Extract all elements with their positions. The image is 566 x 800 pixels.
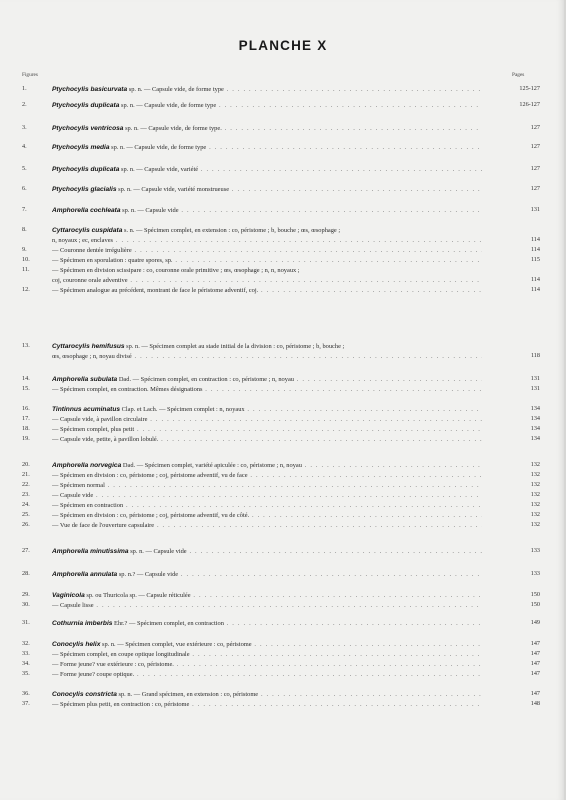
figure-description: Amphorella minutissima sp. n. — Capsule vide . . . (52, 547, 482, 557)
figure-description: — Capsule vide, petite, à pavillon lobulé. . . . (52, 435, 482, 445)
figure-number: 4. (22, 143, 27, 150)
legend-line (0, 547, 566, 557)
figure-description: — Spécimen normal . . . (52, 481, 482, 491)
figure-number: 35. (22, 670, 30, 677)
page-reference: 131 (530, 375, 540, 382)
page-reference: 134 (530, 425, 540, 432)
page-reference: 147 (530, 670, 540, 677)
legend-entry (0, 185, 566, 195)
legend-line (0, 342, 566, 352)
figure-description: — Capsule vide . . . (52, 491, 482, 501)
legend-line (0, 246, 566, 256)
figures-column-header: Figures (22, 72, 38, 78)
legend-line (0, 511, 566, 521)
figure-description: — Couronne dentée irrégulière . . . (52, 246, 482, 256)
legend-entry (0, 461, 566, 531)
page-reference: 114 (530, 286, 540, 293)
figure-number: 13. (22, 342, 30, 349)
figure-description: Amphorella annulata sp. n.? — Capsule vide . . . (52, 570, 482, 580)
figure-number: 14. (22, 375, 30, 382)
species-name: Conocylis helix (52, 641, 101, 648)
figure-description: — Spécimen analogue au précédent, montrant de face le péristome adventif, coj. . . . (52, 286, 482, 296)
legend-entry (0, 547, 566, 557)
legend-line (0, 415, 566, 425)
page-reference: 148 (530, 700, 540, 707)
figure-description: — Spécimen en division : co, péristome ; coj, péristome adventif, vu de côté. . . . (52, 511, 482, 521)
figure-description: — Spécimen complet, plus petit . . . (52, 425, 482, 435)
figure-number: 6. (22, 185, 27, 192)
figure-description: Vaginicola sp. ou Thuricola sp. — Capsule réticulée . . . (52, 591, 482, 601)
legend-line (0, 690, 566, 700)
legend-entry (0, 405, 566, 445)
figure-number: 21. (22, 471, 30, 478)
figure-description: — Capsule lisse . . . (52, 601, 482, 611)
pages-column-header: Pages (512, 72, 525, 78)
legend-line (0, 570, 566, 580)
figure-description: Amphorella norvegica Dad. — Spécimen complet, variété apiculée : co, péristome ; n, noyau . . . (52, 461, 482, 471)
figure-number: 22. (22, 481, 30, 488)
page-reference: 126-127 (519, 101, 540, 108)
page-reference: 131 (530, 385, 540, 392)
legend-line (0, 461, 566, 471)
page-title: PLANCHE X (238, 38, 328, 53)
species-name: Ptychocylis media (52, 144, 110, 151)
figure-number: 7. (22, 206, 27, 213)
figure-number: 5. (22, 165, 27, 172)
legend-line (0, 206, 566, 216)
page-reference: 125-127 (519, 85, 540, 92)
figure-description: — Spécimen complet, en coupe optique longitudinale . . . (52, 650, 482, 660)
figure-description: — Spécimen complet, en contraction. Mêmes désignations . . . (52, 385, 482, 395)
figure-description: Amphorella cochleata sp. n. — Capsule vide . . . (52, 206, 482, 216)
page-reference: 132 (530, 491, 540, 498)
figure-number: 29. (22, 591, 30, 598)
legend-entry (0, 342, 566, 362)
figure-description: Ptychocylis duplicata sp. n. — Capsule vide, de forme type . . . (52, 101, 482, 111)
page-reference: 134 (530, 405, 540, 412)
legend-line (0, 352, 566, 362)
page-reference: 132 (530, 461, 540, 468)
legend-entry (0, 101, 566, 111)
legend-line (0, 405, 566, 415)
legend-entry (0, 85, 566, 95)
figure-number: 36. (22, 690, 30, 697)
legend-entry (0, 124, 566, 134)
species-name: Cyttarocylis hemifusus (52, 343, 125, 350)
species-name: Cyttarocylis cuspidata (52, 227, 123, 234)
page-reference: 114 (530, 246, 540, 253)
figure-description: Cyttarocylis hemifusus sp. n. — Spécimen complet au stade initial de la division : co, péristome ; b, bouche ; (52, 343, 345, 350)
figure-description: — Spécimen en contraction . . . (52, 501, 482, 511)
figure-number: 32. (22, 640, 30, 647)
page-reference: 150 (530, 591, 540, 598)
legend-line (0, 425, 566, 435)
legend-line (0, 640, 566, 650)
figure-description: — Vue de face de l'ouverture capsulaire . . . (52, 521, 482, 531)
page-reference: 132 (530, 471, 540, 478)
legend-entry (0, 375, 566, 395)
figure-number: 17. (22, 415, 30, 422)
legend-line (0, 619, 566, 629)
legend-line (0, 266, 566, 276)
figure-description: Ptychocylis media sp. n. — Capsule vide, de forme type . . . (52, 143, 482, 153)
legend-entry (0, 165, 566, 175)
page-reference: 132 (530, 501, 540, 508)
page-reference: 132 (530, 511, 540, 518)
species-name: Amphorella annulata (52, 571, 118, 578)
legend-line (0, 700, 566, 710)
figure-description: — Spécimen en division scissipare : co, couronne orale primitive ; œs, œsophage ; n, n, noyaux ; (52, 267, 300, 274)
figure-number: 15. (22, 385, 30, 392)
figure-number: 34. (22, 660, 30, 667)
figure-number: 23. (22, 491, 30, 498)
figure-number: 30. (22, 601, 30, 608)
page-reference: 133 (530, 547, 540, 554)
figure-number: 25. (22, 511, 30, 518)
species-name: Ptychocylis ventricosa (52, 125, 124, 132)
legend-line (0, 660, 566, 670)
legend-entry (0, 640, 566, 680)
figure-description: Ptychocylis basicurvata sp. n. — Capsule vide, de forme type . . . (52, 85, 482, 95)
page-reference: 147 (530, 660, 540, 667)
figure-number: 33. (22, 650, 30, 657)
figure-description: Ptychocylis ventricosa sp. n. — Capsule vide, de forme type. . . . (52, 124, 482, 134)
page-reference: 147 (530, 690, 540, 697)
page-reference: 132 (530, 481, 540, 488)
figure-description: Ptychocylis duplicata sp. n. — Capsule vide, variété . . . (52, 165, 482, 175)
page-reference: 118 (530, 352, 540, 359)
species-name: Ptychocylis duplicata (52, 166, 120, 173)
legend-line (0, 165, 566, 175)
figure-number: 19. (22, 435, 30, 442)
figure-number: 37. (22, 700, 30, 707)
legend-line (0, 226, 566, 236)
figure-description: œs, œsophage ; n, noyau divisé . . . (52, 352, 482, 362)
legend-line (0, 491, 566, 501)
figure-description: n, noyaux ; ec, enclaves . . . (52, 236, 482, 246)
page-reference: 150 (530, 601, 540, 608)
page-reference: 134 (530, 435, 540, 442)
page-reference: 133 (530, 570, 540, 577)
legend-entry (0, 690, 566, 710)
species-name: Tintinnus acuminatus (52, 406, 121, 413)
figure-description: — Spécimen en division : co, péristome ; coj, péristome adventif, vu de face . . . (52, 471, 482, 481)
legend-entry (0, 570, 566, 580)
species-name: Ptychocylis duplicata (52, 102, 120, 109)
legend-line (0, 124, 566, 134)
legend-entry (0, 591, 566, 611)
page-reference: 132 (530, 521, 540, 528)
page-reference: 127 (530, 124, 540, 131)
page-reference: 115 (530, 256, 540, 263)
legend-line (0, 601, 566, 611)
figure-number: 24. (22, 501, 30, 508)
figure-number: 18. (22, 425, 30, 432)
page-reference: 147 (530, 640, 540, 647)
figure-number: 1. (22, 85, 27, 92)
page-reference: 149 (530, 619, 540, 626)
species-name: Amphorella cochleata (52, 207, 121, 214)
figure-description: — Spécimen plus petit, en contraction : co, péristome . . . (52, 700, 482, 710)
legend-line (0, 286, 566, 296)
species-name: Amphorella subulata (52, 376, 118, 383)
legend-line (0, 521, 566, 531)
legend-line (0, 435, 566, 445)
page-reference: 114 (530, 276, 540, 283)
figure-description: coj, couronne orale adventive . . . (52, 276, 482, 286)
figure-number: 28. (22, 570, 30, 577)
legend-line (0, 481, 566, 491)
species-name: Ptychocylis glacialis (52, 186, 117, 193)
figure-number: 31. (22, 619, 30, 626)
figure-description: Cyttarocylis cuspidata s. n. — Spécimen complet, en extension : co, péristome ; b, bouche ; œs, œsophage ; (52, 227, 341, 234)
figure-description: — Spécimen en sporulation : quatre spores, sp. . . . (52, 256, 482, 266)
figure-number: 16. (22, 405, 30, 412)
species-name: Ptychocylis basicurvata (52, 86, 128, 93)
legend-line (0, 143, 566, 153)
page-reference: 134 (530, 415, 540, 422)
figure-number: 27. (22, 547, 30, 554)
legend-line (0, 85, 566, 95)
legend-line (0, 185, 566, 195)
page-reference: 127 (530, 165, 540, 172)
page-reference: 127 (530, 185, 540, 192)
figure-number: 8. (22, 226, 27, 233)
figure-description: Tintinnus acuminatus Clap. et Lach. — Spécimen complet : n, noyaux . . . (52, 405, 482, 415)
figure-number: 9. (22, 246, 27, 253)
figure-number: 2. (22, 101, 27, 108)
figure-description: Amphorella subulata Dad. — Spécimen complet, en contraction : co, péristome ; n, noyau . . . (52, 375, 482, 385)
figure-description: — Forme jeune? vue extérieure : co, péristome. . . . (52, 660, 482, 670)
page-reference: 127 (530, 143, 540, 150)
legend-entry (0, 206, 566, 216)
legend-line (0, 591, 566, 601)
legend-entry (0, 619, 566, 629)
species-name: Conocylis constricta (52, 691, 117, 698)
figure-number: 12. (22, 286, 30, 293)
figure-number: 10. (22, 256, 30, 263)
figure-number: 11. (22, 266, 30, 273)
legend-line (0, 236, 566, 246)
page-reference: 147 (530, 650, 540, 657)
figure-description: Conocylis constricta sp. n. — Grand spécimen, en extension : co, péristome . . . (52, 690, 482, 700)
legend-line (0, 650, 566, 660)
legend-line (0, 501, 566, 511)
figure-description: Ptychocylis glacialis sp. n. — Capsule vide, variété monstrueuse . . . (52, 185, 482, 195)
species-name: Amphorella norvegica (52, 462, 122, 469)
figure-description: Conocylis helix sp. n. — Spécimen complet, vue extérieure : co, péristome . . . (52, 640, 482, 650)
figure-description: — Capsule vide, à pavillon circulaire . . . (52, 415, 482, 425)
legend-line (0, 375, 566, 385)
legend-line (0, 385, 566, 395)
legend-line (0, 471, 566, 481)
legend-line (0, 256, 566, 266)
figure-description: — Forme jeune? coupe optique. . . . (52, 670, 482, 680)
species-name: Amphorella minutissima (52, 548, 129, 555)
figure-number: 20. (22, 461, 30, 468)
figure-description: Cothurnia imberbis Ehr.? — Spécimen complet, en contraction . . . (52, 619, 482, 629)
figure-number: 3. (22, 124, 27, 131)
figure-number: 26. (22, 521, 30, 528)
legend-line (0, 670, 566, 680)
legend-entry (0, 226, 566, 296)
species-name: Vaginicola (52, 592, 85, 599)
legend-line (0, 276, 566, 286)
page-reference: 131 (530, 206, 540, 213)
species-name: Cothurnia imberbis (52, 620, 113, 627)
legend-line (0, 101, 566, 111)
page-reference: 114 (530, 236, 540, 243)
legend-entry (0, 143, 566, 153)
